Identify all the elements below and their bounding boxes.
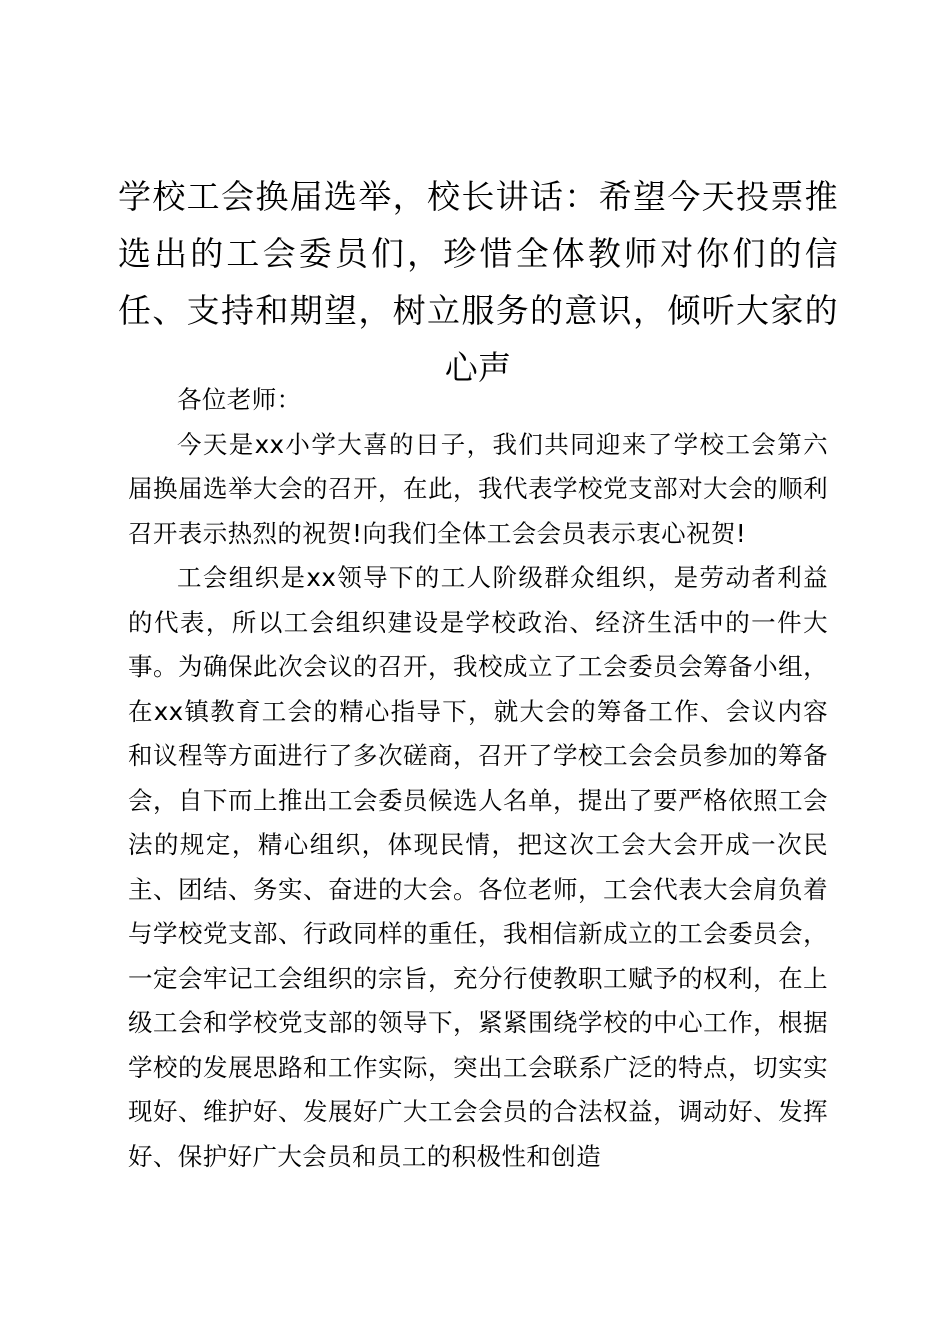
salutation: 各位老师： — [177, 385, 302, 414]
document-body — [128, 378, 828, 1179]
document-title: 学校工会换届选举，校长讲话：希望今天投票推选出的工会委员们，珍惜全体教师对你们的信任、支持和期望，树立服务的意识，倾听大家的心声 — [118, 177, 838, 387]
paragraph: 工会组织是xx领导下的工人阶级群众组织，是劳动者利益的代表，所以工会组织建设是学校政治、经济生活中的一件大事。为确保此次会议的召开，我校成立了工会委员会筹备小组，在xx镇教育工会的精心指导下，就大会的筹备工作、会议内容和议程等方面进行了多次磋商，召开了学校工会会员参加的筹备会，自下而上推出工会委员候选人名单，提出了要严格依照工会法的规定，精心组织，体现民情，把这次工会大会开成一次民主、团结、务实、奋进的大会。各位老师，工会代表大会肩负着与学校党支部、行政同样的重任，我相信新成立的工会委员会，一定会牢记工会组织的宗旨，充分行使教职工赋予的权利，在上级工会和学校党支部的领导下，紧紧围绕学校的中心工作，根据学校的发展思路和工作实际，突出工会联系广泛的特点，切实实现好、维护好、发展好广大工会会员的合法权益，调动好、发挥好、保护好广大会员和员工的积极性和创造 — [128, 563, 828, 1171]
paragraph: 今天是xx小学大喜的日子，我们共同迎来了学校工会第六届换届选举大会的召开，在此，我代表学校党支部对大会的顺利召开表示热烈的祝贺!向我们全体工会会员表示衷心祝贺! — [128, 429, 828, 548]
